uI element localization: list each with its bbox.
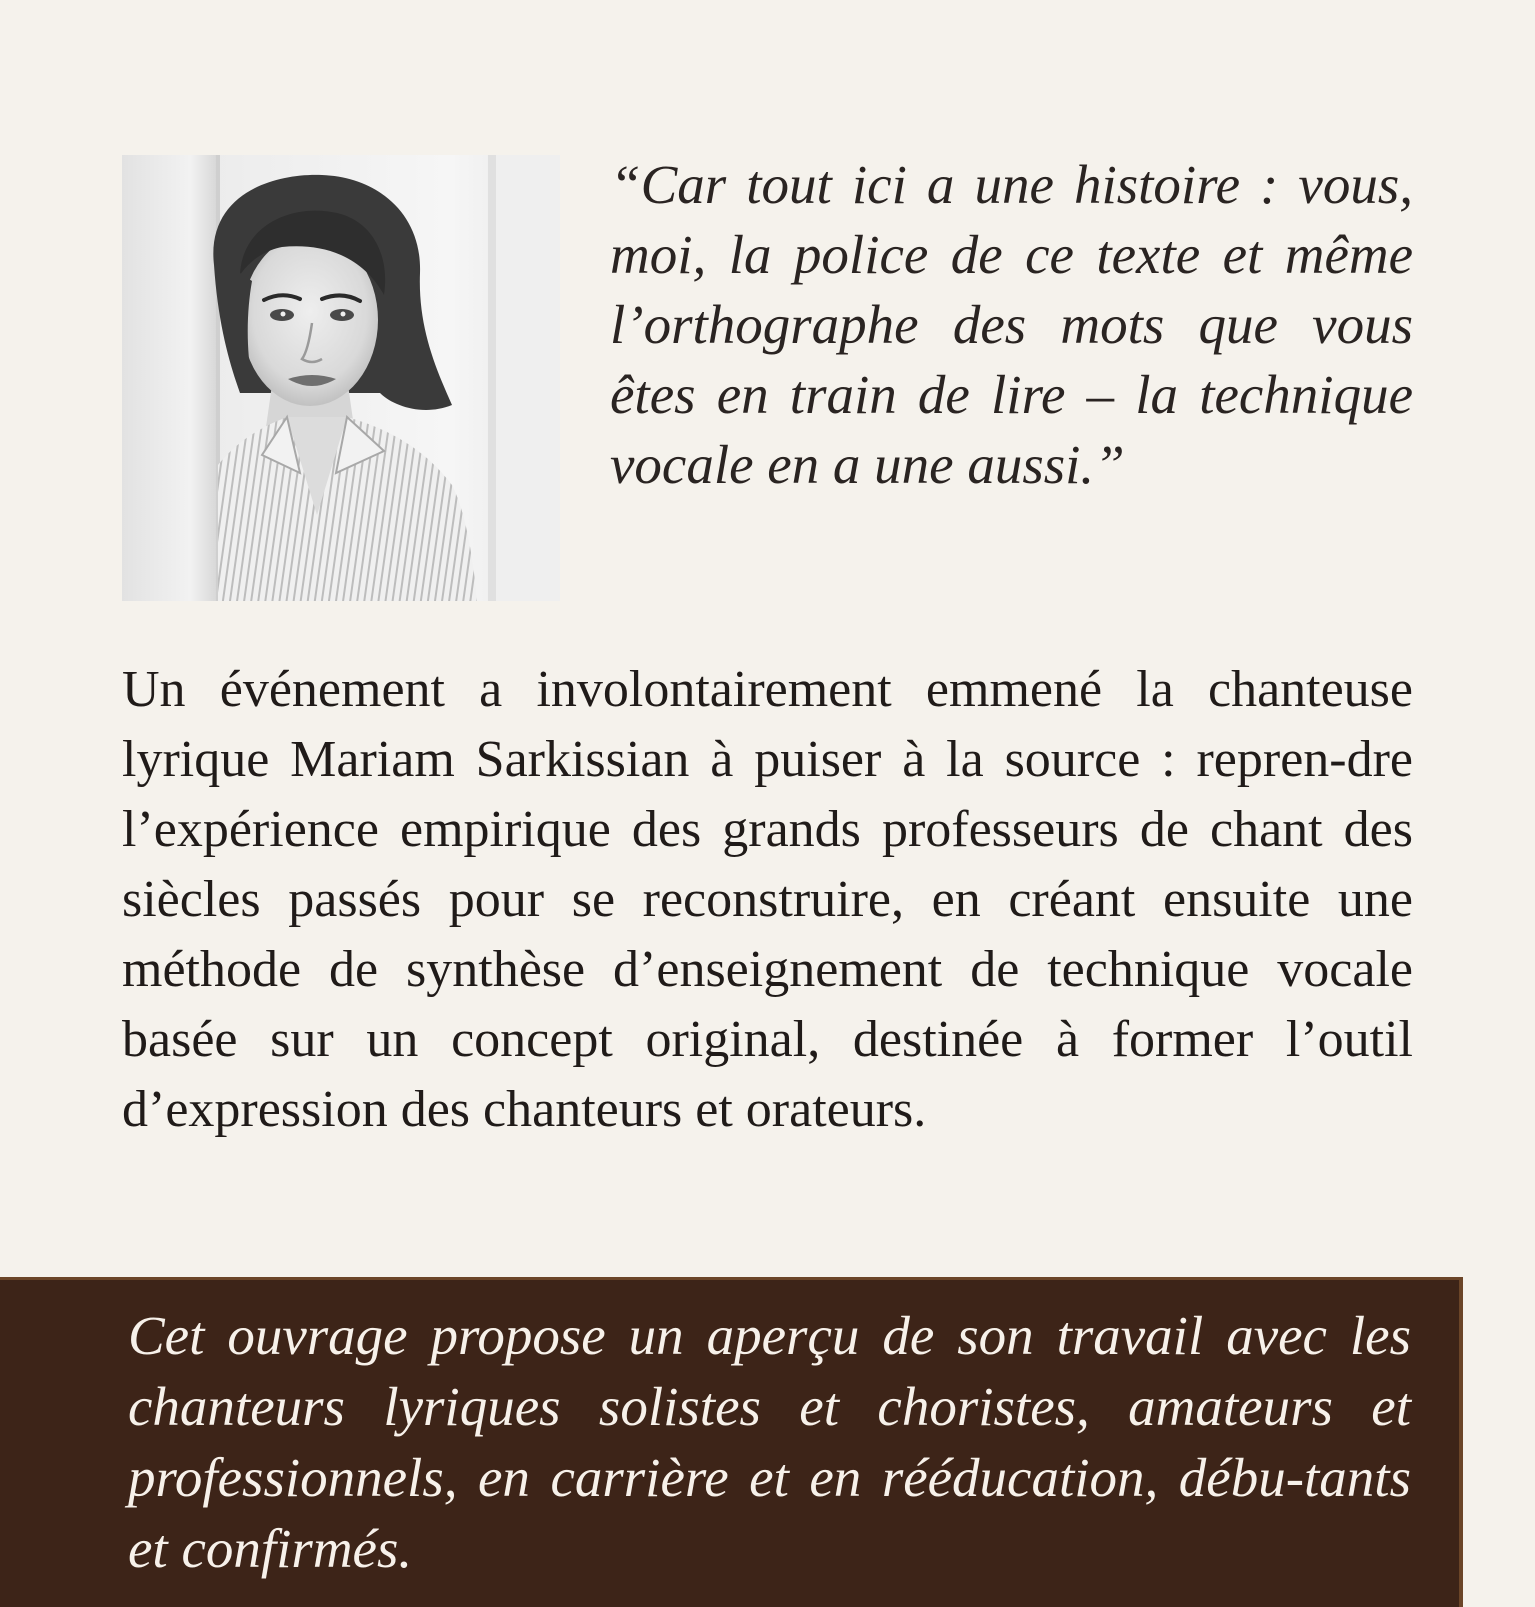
author-portrait-photo: [122, 155, 560, 601]
description-paragraph: Un événement a involontairement emmené la chanteuse lyrique Mariam Sarkissian à puiser à la source : repren-dre l’expérience empirique des grands professeurs de chant des siècles passés pour se reconstruire, en créant ensuite une méthode de synthèse d’enseignement de technique vocale basée sur un concept original, destinée à former l’outil d’expression des chanteurs et orateurs.: [122, 661, 1413, 1138]
footer-text: Cet ouvrage propose un aperçu de son travail avec les chanteurs lyriques solistes et choristes, amateurs et professionnels, en carrière et en rééducation, débu-tants et confirmés.: [128, 1305, 1411, 1579]
quote-text: “Car tout ici a une histoire : vous, moi, la police de ce texte et même l’orthographe des mots que vous êtes en train de lire – la technique vocale en a une aussi.”: [610, 154, 1413, 495]
footer-band: [0, 1277, 1463, 1607]
